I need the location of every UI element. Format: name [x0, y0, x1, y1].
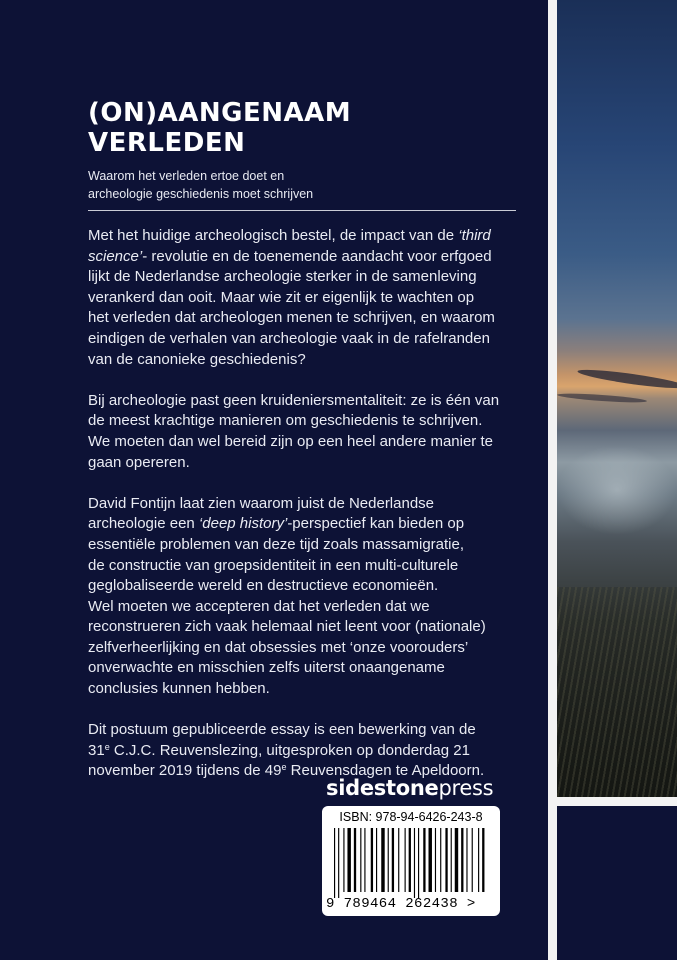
book-title	[88, 98, 518, 158]
photo-border	[557, 797, 677, 806]
barcode-bar	[392, 828, 394, 892]
text-run: C.J.C. Reuvenslezing, uitgesproken op donderdag 21	[109, 741, 470, 759]
text-run: november 2019 tijdens de 49	[88, 762, 282, 780]
barcode-bar	[414, 828, 415, 898]
isbn-label: ISBN: 978-94-6426-243-8	[339, 810, 483, 824]
barcode-bar	[418, 828, 419, 898]
barcode-bar	[347, 828, 350, 892]
blurb-line: eindigen de verhalen van archeologie vaak in de rafelranden	[88, 329, 490, 347]
subtitle-line: archeologie geschiedenis moet schrijven	[88, 187, 314, 201]
barcode-bar	[451, 828, 452, 892]
book-title-line: VERLEDEN	[88, 128, 246, 158]
text-run: -perspectief kan bieden op	[287, 515, 465, 533]
barcode-bar	[478, 828, 479, 892]
blurb-line: zelfverheerlijking en dat obsessies met ‘onze voorouders’	[88, 638, 469, 656]
blurb-line: verankerd dan ooit. Maar wie zit er eigenlijk te wachten op	[88, 288, 475, 306]
barcode-bar	[354, 828, 356, 892]
barcode-bar	[466, 828, 467, 892]
blurb-line: David Fontijn laat zien waarom juist de Nederlandse	[88, 494, 435, 512]
barcode-bar	[343, 828, 344, 892]
blurb-line: het verleden dat archeologen menen te schrijven, en waarom	[88, 309, 495, 327]
blurb-line: Bij archeologie past geen kruideniersmentaliteit: ze is één van	[88, 391, 500, 409]
text-run: Reuvensdagen te Apeldoorn.	[286, 762, 485, 780]
publisher-logo	[326, 776, 526, 800]
blurb-paragraph	[88, 226, 528, 370]
isbn-barcode	[322, 806, 500, 916]
subtitle-line: Waarom het verleden ertoe doet en	[88, 169, 285, 183]
blurb-paragraph	[88, 720, 528, 782]
spine-divider	[548, 0, 557, 960]
landscape-photo	[557, 0, 677, 797]
blurb-line	[88, 741, 528, 762]
italic-term: ‘third	[458, 227, 491, 244]
blurb-line	[88, 514, 528, 535]
book-subtitle	[88, 167, 518, 203]
blurb-paragraph	[88, 494, 528, 700]
cloud-streak	[577, 366, 677, 391]
italic-term: ‘deep history’	[198, 515, 288, 533]
text-run: 31	[88, 741, 105, 759]
text-run: Met het huidige archeologisch bestel, de impact van de	[88, 227, 459, 244]
blurb-line: We moeten dan wel bereid zijn op een heel andere manier te	[88, 432, 493, 450]
barcode-bar	[338, 828, 339, 898]
blurb-line: van de canonieke geschiedenis?	[88, 350, 306, 368]
barcode-bars	[330, 828, 492, 898]
ordinal-suffix: e	[281, 762, 287, 773]
barcode-digits: 9 789464 262438 >	[326, 896, 476, 912]
blurb-paragraph	[88, 391, 528, 473]
barcode-bar	[388, 828, 389, 892]
barcode-bar	[334, 828, 335, 898]
barcode-bar	[409, 828, 411, 892]
barcode-bar	[435, 828, 436, 892]
barcode-bar	[482, 828, 484, 892]
barcode-bar	[371, 828, 373, 892]
barcode-bar	[376, 828, 377, 892]
cloud-streak	[557, 392, 647, 404]
blurb-line: lijkt de Nederlandse archeologie sterker in de samenleving	[88, 268, 477, 286]
blurb-line: Dit postuum gepubliceerde essay is een bewerking van de	[88, 721, 476, 739]
publisher-name-bold: sidestone	[326, 776, 439, 800]
text-run: archeologie een	[88, 515, 199, 533]
barcode-bar	[429, 828, 432, 892]
blurb-line: geglobaliseerde wereld en destructieve economieën.	[88, 577, 439, 595]
blurb-line: conclusies kunnen hebben.	[88, 680, 270, 698]
barcode-bar	[364, 828, 365, 892]
barcode-bar	[461, 828, 463, 892]
italic-term: science’	[88, 247, 143, 265]
publisher-name-light: press	[438, 776, 494, 800]
blurb-line: onverwachte en misschien zelfs uiterst onaangename	[88, 659, 445, 677]
title-divider	[88, 210, 516, 211]
blurb-line	[88, 247, 528, 268]
back-cover-blurb	[88, 226, 528, 803]
morning-mist	[557, 445, 677, 535]
barcode-bar	[405, 828, 406, 892]
barcode-bar	[381, 828, 384, 892]
book-title-line: (ON)AANGENAAM	[88, 98, 352, 128]
barcode-bar	[398, 828, 399, 892]
blurb-line: essentiële problemen van deze tijd zoals massamigratie,	[88, 535, 465, 553]
blurb-line: de meest krachtige manieren om geschiedenis te schrijven.	[88, 412, 483, 430]
barcode-bar	[445, 828, 447, 892]
ordinal-suffix: e	[104, 741, 110, 752]
barcode-bar	[455, 828, 458, 892]
barcode-bar	[423, 828, 425, 892]
front-cover-lower-panel	[557, 806, 677, 960]
barcode-bar	[360, 828, 361, 892]
barcode-bar	[440, 828, 441, 892]
blurb-line: gaan opereren.	[88, 453, 190, 471]
blurb-line	[88, 226, 528, 247]
barcode-bar	[472, 828, 473, 892]
text-run: - revolutie en de toenemende aandacht voor erfgoed	[142, 247, 492, 265]
heath-grass	[557, 587, 677, 797]
blurb-line: reconstrueren zich vaak helemaal niet leent voor (nationale)	[88, 618, 486, 636]
blurb-line: Wel moeten we accepteren dat het verleden dat we	[88, 597, 430, 615]
blurb-line: de constructie van groepsidentiteit in een multi-culturele	[88, 556, 459, 574]
